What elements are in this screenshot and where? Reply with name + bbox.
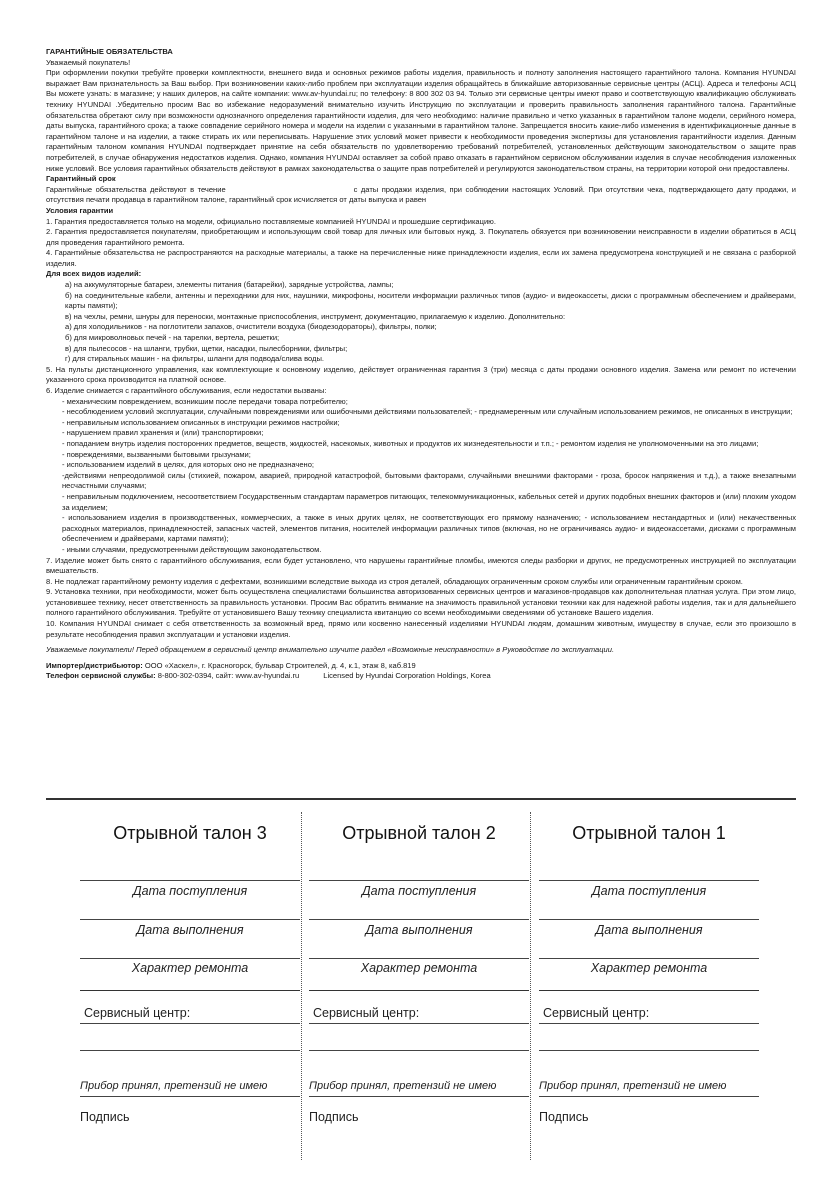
rule xyxy=(309,990,529,991)
all-item: в) для пылесосов - на шланги, трубки, щетки, насадки, пылесборники, фильтры; xyxy=(65,343,348,353)
license-text: Licensed by Hyundai Corporation Holdings, Korea xyxy=(323,671,491,681)
signature-label: Подпись xyxy=(539,1110,589,1124)
rule xyxy=(539,919,759,920)
importer-line xyxy=(46,661,796,672)
c6-item: - нарушением правил хранения и (или) транспортировки; xyxy=(62,428,264,438)
all-item: г) для стиральных машин - на фильтры, шланги для подвода/слива воды. xyxy=(65,354,324,364)
rule xyxy=(80,1050,300,1051)
date-done-label: Дата выполнения xyxy=(595,923,703,937)
greeting: Уважаемый покупатель! xyxy=(46,57,131,67)
repair-label: Характер ремонта xyxy=(590,961,708,975)
c6-item: - неправильным подключением, несоответствием Государственным стандартам параметров питающих, телекоммуникационных, кабельных сетей и других подобных внешних факторов и (или) плохим уходом за изделием; xyxy=(62,491,796,512)
phone-text: 8-800-302-0394, сайт: www.av-hyundai.ru xyxy=(157,671,300,681)
rule xyxy=(539,1050,759,1051)
warranty-text xyxy=(46,47,796,682)
accepted-label: Прибор принял, претензий не имею xyxy=(80,1080,268,1092)
coupon-title: Отрывной талон 2 xyxy=(342,823,496,843)
coupon-1 xyxy=(539,818,759,1124)
coupon-title: Отрывной талон 1 xyxy=(572,823,726,843)
rule xyxy=(309,1096,529,1097)
condition-9: 9. Установка техники, при необходимости, может быть осуществлена специалистами большинства авторизованных сервисных центров и магазинов-продавцов как дополнительная платная услуга. При этом лицо, установившее технику, несет ответственность за правильность установки. Просим Вас обратить внимание на значимость правильной установки техники как для надежной работы изделия, так и для дальнейшего полного гарантийного обслуживания. Требуйте от установившего Вашу технику специалиста квитанцию со всеми необходимыми сведениями об установке Вашего изделия. xyxy=(46,587,796,618)
c6-item: - иными случаями, предусмотренными действующим законодательством. xyxy=(62,544,322,554)
rule xyxy=(80,919,300,920)
intro-paragraph: При оформлении покупки требуйте проверки комплектности, внешнего вида и основных режимов работы изделия, правильность и полноту заполнения настоящего гарантийного талона. Компания HYUNDAI выражает Вам признательность за Ваш выбор. При возникновении каких-либо проблем при эксплуатации изделия обращайтесь в ближайшие авторизованные сервисные центры (АСЦ). Адреса и телефоны АСЦ Вы можете узнать: в магазине; у наших дилеров, на сайте компании: www.av-hyundai.ru; по телефону: 8 800 302 03 94. Только эти сервисные центры имеют право и соответствующую квалификацию обслуживать технику HYUNDAI .Убедительно просим Вас во избежание недоразумений внимательно изучить Инструкцию по эксплуатации и проверить правильность заполнения гарантийного талона. Гарантийные обязательства обретают силу при возможности однозначного определения гарантийности изделия, для чего необходимо: наличие правильно и четко указанных в гарантийном талоне модели, серийного номера, даты выпуска, гарантийного срока; а также совпадение серийного номера и модели на изделии с указанными в гарантийном талоне. Запрещается вносить какие-либо изменения в идентификационные данные в гарантийном талоне и на изделии, а также стирать их или переписывать. Нарушение этих условий может привести к необходимости проведения экспертизы для установления гарантийности изделия. Данным гарантийным талоном компания HYUNDAI подтверждает принятие на себя обязательств по удовлетворению требований потребителей, установленных действующим законодательством о защите прав потребителей, в случае обнаружения недостатков изделия. Однако, компания HYUNDAI оставляет за собой право отказать в гарантийном сервисном обслуживании изделия в случае несоблюдения изложенных ниже условий. Все условия гарантийных обязательств действуют в рамках законодательства о защите прав потребителей и регулируются законодательством страны, на территории которой они предоставлены. xyxy=(46,68,796,173)
rule xyxy=(80,958,300,959)
rule xyxy=(539,880,759,881)
note: Уважаемые покупатели! Перед обращением в сервисный центр внимательно изучите раздел «Возможные неисправности» в Руководстве по эксплуатации. xyxy=(46,645,615,655)
condition-5: 5. На пульты дистанционного управления, как комплектующие к основному изделию, действует ограниченная гарантия 3 (три) месяца с даты продажи основного изделия. Замена или ремонт по истечении указанного срока производится на платной основе. xyxy=(46,364,796,385)
service-center-label: Сервисный центр: xyxy=(543,1006,650,1020)
coupon-3 xyxy=(80,818,300,1124)
accepted-label: Прибор принял, претензий не имею xyxy=(539,1080,727,1092)
rule xyxy=(539,1096,759,1097)
date-in-label: Дата поступления xyxy=(361,884,477,898)
rule xyxy=(539,958,759,959)
date-in-label: Дата поступления xyxy=(132,884,248,898)
all-item: а) для холодильников - на поглотители запахов, очистители воздуха (биодезодораторы), фильтры, полки; xyxy=(65,322,437,332)
conditions-heading: Условия гарантии xyxy=(46,205,114,215)
rule xyxy=(80,1023,300,1024)
importer-text: ООО «Хаскел», г. Красногорск, бульвар Строителей, д. 4, к.1, этаж 8, каб.819 xyxy=(144,660,416,670)
all-types-heading: Для всех видов изделий: xyxy=(46,269,142,279)
condition-6: 6. Изделие снимается с гарантийного обслуживания, если недостатки вызваны: xyxy=(46,386,327,395)
repair-label: Характер ремонта xyxy=(360,961,478,975)
rule xyxy=(309,958,529,959)
c6-item: - механическим повреждением, возникшим после передачи товара потребителю; xyxy=(62,396,348,406)
service-center-label: Сервисный центр: xyxy=(84,1006,191,1020)
coupon-title: Отрывной талон 3 xyxy=(113,823,267,843)
condition-1: 1. Гарантия предоставляется только на модели, официально поставляемые компанией HYUNDAI и прошедшие сертификацию. xyxy=(46,216,496,226)
rule xyxy=(309,919,529,920)
importer-label: Импортер/дистрибьютор: xyxy=(46,660,143,670)
term-text-2: с даты продажи изделия, при соблюдении настоящих Условий. При отсутствии чека, подтверждающего дату продажи, и отсутствия печати продавца в гарантийном талоне, гарантийный срок исчисляется от даты выпуска и равен xyxy=(46,184,796,205)
condition-2: 2. Гарантия предоставляется покупателям, приобретающим и использующим свой товар для личных или бытовых нужд. 3. Покупатель обязуется при возникновении неисправности в изделии обратиться в АСЦ для проведения гарантийного ремонта. xyxy=(46,227,796,247)
rule xyxy=(539,1023,759,1024)
rule xyxy=(80,990,300,991)
divider-line xyxy=(46,798,796,800)
repair-label: Характер ремонта xyxy=(131,961,249,975)
rule xyxy=(539,990,759,991)
accepted-label: Прибор принял, претензий не имею xyxy=(309,1080,497,1092)
all-item: а) на аккумуляторные батареи, элементы питания (батарейки), зарядные устройства, лампы; xyxy=(65,280,394,290)
condition-8: 8. Не подлежат гарантийному ремонту изделия с дефектами, возникшими вследствие выхода из строя деталей, обладающих ограниченным сроком службы или ограниченным гарантийным сроком. xyxy=(46,576,743,586)
c6-item: - использованием изделия в производственных, коммерческих, а также в иных других целях, не соответствующих его прямому назначению; - использованием нестандартных и (или) некачественных расходных материалов, принадлежностей, запасных частей, элементов питания, носителей информации различных типов (включая, но не ограничиваясь аудио- и видеокассетами, дисками с программным обеспечением и драйверами, картами памяти); xyxy=(62,513,796,544)
date-in-label: Дата поступления xyxy=(591,884,707,898)
signature-label: Подпись xyxy=(309,1110,359,1124)
rule xyxy=(309,1023,529,1024)
c6-item: - использованием изделий в целях, для которых оно не предназначено; xyxy=(62,460,314,470)
rule xyxy=(309,1050,529,1051)
coupon-2 xyxy=(309,818,529,1124)
c6-item: - попаданием внутрь изделия посторонних предметов, веществ, жидкостей, насекомых, животных и продуктов их жизнедеятельности и т.п.; - ремонтом изделия не уполномоченными на это лицами; xyxy=(62,438,759,448)
condition-10: 10. Компания HYUNDAI снимает с себя ответственность за возможный вред, прямо или косвенно нанесенный изделиями HYUNDAI людям, домашним животным, имуществу в случае, если это произошло в результате несоблюдения правил эксплуатации и установки изделия. xyxy=(46,619,796,639)
rule xyxy=(309,880,529,881)
rule xyxy=(80,1096,300,1097)
c6-item: - несоблюдением условий эксплуатации, случайными повреждениями или ошибочными действиями пользователей; - преднамеренным или случайным использованием режимов, не описанных в инструкции; xyxy=(62,407,793,417)
term-paragraph xyxy=(46,185,796,206)
signature-label: Подпись xyxy=(80,1110,130,1124)
c6-item: -действиями непреодолимой силы (стихией, пожаром, аварией, природной катастрофой, бытовыми факторами, случайными внешними факторами - гроза, бросок напряжения и т.д.), а также внезапными несчастными случаями; xyxy=(62,470,796,491)
c6-item: - повреждениями, вызванными бытовыми грызунами; xyxy=(62,449,251,459)
service-center-label: Сервисный центр: xyxy=(313,1006,420,1020)
date-done-label: Дата выполнения xyxy=(136,923,244,937)
cut-line xyxy=(301,812,302,1160)
all-item: б) на соединительные кабели, антенны и переходники для них, наушники, микрофоны, носители информации различных типов (аудио- и видеокассеты, диски с программным обеспечением и драйверами, карты памяти); xyxy=(65,290,796,311)
c6-item: - неправильным использованием описанных в инструкции режимов настройки; xyxy=(62,417,340,427)
phone-label: Телефон сервисной службы: xyxy=(46,671,156,681)
condition-4: 4. Гарантийные обязательства не распространяются на расходные материалы, а также на перечисленные ниже принадлежности изделия, если их замена предусмотрена конструкцией и не связана с разборкой изделия. xyxy=(46,248,796,268)
cut-line xyxy=(530,812,531,1160)
warranty-title: ГАРАНТИЙНЫЕ ОБЯЗАТЕЛЬСТВА xyxy=(46,47,173,56)
term-text-1: Гарантийные обязательства действуют в течение xyxy=(46,184,226,194)
all-item: в) на чехлы, ремни, шнуры для переноски, монтажные приспособления, инструмент, документацию, прилагаемую к изделию. Дополнительно: xyxy=(65,311,566,321)
phone-line xyxy=(46,671,796,682)
term-heading: Гарантийный срок xyxy=(46,174,116,184)
rule xyxy=(80,880,300,881)
date-done-label: Дата выполнения xyxy=(365,923,473,937)
condition-7: 7. Изделие может быть снято с гарантийного обслуживания, если будет установлено, что нарушены гарантийные пломбы, имеются следы разборки и других, не предусмотренных инструкцией по эксплуатации вмешательств. xyxy=(46,555,796,576)
all-item: б) для микроволновых печей - на тарелки, вертела, решетки; xyxy=(65,333,280,343)
